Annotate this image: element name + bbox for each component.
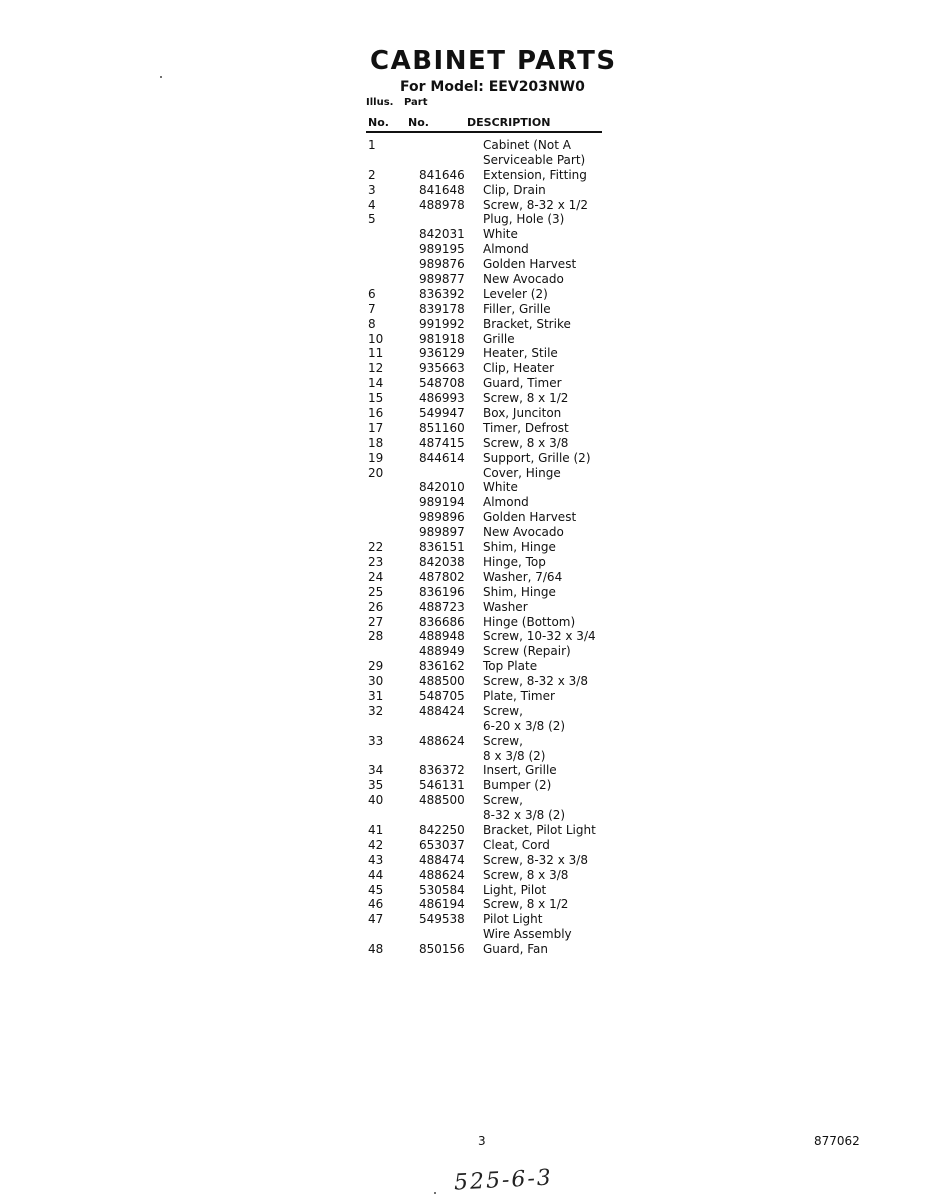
part-number: 989896: [419, 510, 465, 525]
table-row: [366, 361, 606, 376]
illus-number: 46: [368, 897, 384, 912]
part-description: Almond: [483, 242, 529, 257]
table-row: [366, 615, 606, 630]
part-description: Support, Grille (2): [483, 450, 591, 465]
table-row: [366, 451, 606, 466]
illus-number: 25: [368, 584, 384, 599]
table-row: [366, 644, 606, 659]
illus-number: 30: [368, 674, 384, 689]
part-number: 935663: [419, 361, 465, 376]
table-row: [366, 153, 606, 168]
part-description: Clip, Heater: [483, 361, 555, 376]
table-row: [366, 749, 606, 764]
illus-number: 11: [368, 346, 384, 361]
table-row: [366, 674, 606, 689]
part-number: 549947: [419, 406, 465, 421]
illus-number: 40: [368, 793, 384, 808]
illus-number: 35: [368, 778, 384, 793]
part-number: 842250: [419, 822, 465, 837]
illus-number: 17: [368, 420, 384, 435]
part-number: 851160: [419, 420, 465, 435]
table-row: [366, 763, 606, 778]
part-description: Screw, 8-32 x 3/8: [483, 674, 588, 689]
part-number: 850156: [419, 942, 465, 957]
part-description: Almond: [483, 495, 529, 510]
part-number: 836372: [419, 763, 465, 778]
table-row: [366, 287, 606, 302]
header-illus-no: No.: [368, 116, 389, 129]
table-row: [366, 421, 606, 436]
illus-number: 27: [368, 614, 384, 629]
part-number: 486194: [419, 897, 465, 912]
part-description: Screw, 8 x 3/8: [483, 867, 569, 882]
part-number: 989194: [419, 495, 465, 510]
illus-number: 26: [368, 599, 384, 614]
table-row: [366, 525, 606, 540]
part-description: Extension, Fitting: [483, 167, 587, 182]
table-row: [366, 853, 606, 868]
illus-number: 19: [368, 450, 384, 465]
part-description: Screw,: [483, 733, 523, 748]
illus-number: 10: [368, 331, 384, 346]
model-line: For Model: EEV203NW0: [400, 79, 585, 95]
part-number: 488424: [419, 703, 465, 718]
part-description: Clip, Drain: [483, 182, 546, 197]
part-number: 546131: [419, 778, 465, 793]
part-number: 836686: [419, 614, 465, 629]
part-description: Heater, Stile: [483, 346, 558, 361]
part-number: 488500: [419, 793, 465, 808]
table-row: [366, 391, 606, 406]
part-description: Wire Assembly: [483, 927, 572, 942]
part-description: Screw,: [483, 793, 523, 808]
part-description: Guard, Timer: [483, 376, 562, 391]
table-row: [366, 868, 606, 883]
part-number: 991992: [419, 316, 465, 331]
illus-number: 28: [368, 629, 384, 644]
scan-speck: [434, 1192, 436, 1194]
table-row: [366, 585, 606, 600]
part-number: 989877: [419, 272, 465, 287]
header-rule: [366, 131, 602, 133]
illus-number: 33: [368, 733, 384, 748]
part-number: 488978: [419, 197, 465, 212]
part-description: 8-32 x 3/8 (2): [483, 808, 566, 823]
part-description: Plug, Hole (3): [483, 212, 565, 227]
illus-number: 24: [368, 569, 384, 584]
scan-speck: [160, 76, 162, 78]
illus-number: 42: [368, 837, 384, 852]
table-row: [366, 912, 606, 927]
part-number: 841646: [419, 167, 465, 182]
part-number: 981918: [419, 331, 465, 346]
part-description: Bracket, Pilot Light: [483, 822, 596, 837]
illus-number: 48: [368, 942, 384, 957]
part-description: Pilot Light: [483, 912, 543, 927]
part-description: Cleat, Cord: [483, 837, 550, 852]
illus-number: 4: [368, 197, 376, 212]
illus-number: 44: [368, 867, 384, 882]
illus-number: 43: [368, 852, 384, 867]
header-illus-top: Illus.: [366, 97, 394, 108]
part-number: 836162: [419, 659, 465, 674]
part-description: Light, Pilot: [483, 882, 547, 897]
illus-number: 45: [368, 882, 384, 897]
part-number: 488949: [419, 644, 465, 659]
illus-number: 34: [368, 763, 384, 778]
table-row: [366, 227, 606, 242]
table-row: [366, 942, 606, 957]
illus-number: 15: [368, 391, 384, 406]
part-description: Screw (Repair): [483, 644, 571, 659]
illus-number: 41: [368, 822, 384, 837]
table-row: [366, 734, 606, 749]
parts-table: [366, 138, 606, 957]
illus-number: 14: [368, 376, 384, 391]
part-description: 6-20 x 3/8 (2): [483, 718, 566, 733]
part-description: Plate, Timer: [483, 688, 555, 703]
part-number: 549538: [419, 912, 465, 927]
header-description: DESCRIPTION: [467, 116, 551, 129]
table-row: [366, 272, 606, 287]
table-row: [366, 600, 606, 615]
part-number: 841648: [419, 182, 465, 197]
page-number: 3: [478, 1134, 486, 1148]
part-description: 8 x 3/8 (2): [483, 748, 546, 763]
handwritten-note: 525-6-3: [453, 1165, 554, 1196]
part-number: 836196: [419, 584, 465, 599]
table-row: [366, 510, 606, 525]
illus-number: 29: [368, 659, 384, 674]
part-description: Grille: [483, 331, 515, 346]
illus-number: 16: [368, 406, 384, 421]
part-description: Guard, Fan: [483, 942, 548, 957]
part-description: Screw, 8 x 1/2: [483, 391, 569, 406]
part-number: 486993: [419, 391, 465, 406]
illus-number: 3: [368, 182, 376, 197]
page-title: CABINET PARTS: [370, 46, 617, 76]
illus-number: 5: [368, 212, 376, 227]
table-row: [366, 897, 606, 912]
part-description: Golden Harvest: [483, 257, 577, 272]
table-row: [366, 704, 606, 719]
illus-number: 32: [368, 703, 384, 718]
part-description: White: [483, 480, 518, 495]
table-row: [366, 629, 606, 644]
table-row: [366, 808, 606, 823]
table-row: [366, 183, 606, 198]
part-description: Hinge, Top: [483, 554, 546, 569]
part-description: Shim, Hinge: [483, 584, 556, 599]
part-number: 548708: [419, 376, 465, 391]
part-description: Screw, 8-32 x 3/8: [483, 852, 588, 867]
part-description: Screw,: [483, 703, 523, 718]
table-row: [366, 257, 606, 272]
table-row: [366, 838, 606, 853]
part-number: 836392: [419, 286, 465, 301]
table-row: [366, 927, 606, 942]
illus-number: 18: [368, 435, 384, 450]
table-row: [366, 346, 606, 361]
header-part-no: No.: [408, 116, 429, 129]
part-number: 488624: [419, 867, 465, 882]
table-row: [366, 719, 606, 734]
part-number: 844614: [419, 450, 465, 465]
table-row: [366, 302, 606, 317]
part-number: 488948: [419, 629, 465, 644]
illus-number: 1: [368, 138, 376, 152]
table-row: [366, 168, 606, 183]
part-number: 936129: [419, 346, 465, 361]
part-number: 836151: [419, 540, 465, 555]
part-number: 488500: [419, 674, 465, 689]
part-number: 530584: [419, 882, 465, 897]
part-number: 488474: [419, 852, 465, 867]
part-description: Screw, 8-32 x 1/2: [483, 197, 588, 212]
table-row: [366, 570, 606, 585]
part-number: 989195: [419, 242, 465, 257]
part-description: Leveler (2): [483, 286, 548, 301]
part-description: Washer, 7/64: [483, 569, 563, 584]
part-number: 548705: [419, 688, 465, 703]
part-number: 653037: [419, 837, 465, 852]
illus-number: 12: [368, 361, 384, 376]
table-row: [366, 317, 606, 332]
illus-number: 2: [368, 167, 376, 182]
part-description: Screw, 10-32 x 3/4: [483, 629, 596, 644]
part-description: White: [483, 227, 518, 242]
part-number: 842010: [419, 480, 465, 495]
part-number: 989897: [419, 525, 465, 540]
illus-number: 23: [368, 554, 384, 569]
part-description: Bumper (2): [483, 778, 552, 793]
table-row: [366, 436, 606, 451]
part-description: New Avocado: [483, 272, 564, 287]
part-number: 839178: [419, 301, 465, 316]
part-number: 842031: [419, 227, 465, 242]
part-description: Washer: [483, 599, 528, 614]
table-row: [366, 823, 606, 838]
illus-number: 20: [368, 465, 384, 480]
part-description: Filler, Grille: [483, 301, 551, 316]
part-description: Shim, Hinge: [483, 540, 556, 555]
part-number: 842038: [419, 554, 465, 569]
table-row: [366, 242, 606, 257]
table-row: [366, 212, 606, 227]
illus-number: 8: [368, 316, 376, 331]
table-row: [366, 406, 606, 421]
illus-number: 47: [368, 912, 384, 927]
part-description: Screw, 8 x 1/2: [483, 897, 569, 912]
table-row: [366, 883, 606, 898]
table-row: [366, 689, 606, 704]
header-part-top: Part: [404, 97, 428, 108]
illus-number: 7: [368, 301, 376, 316]
table-row: [366, 480, 606, 495]
part-number: 488723: [419, 599, 465, 614]
part-description: Golden Harvest: [483, 510, 577, 525]
part-description: Serviceable Part): [483, 152, 586, 167]
part-description: Insert, Grille: [483, 763, 557, 778]
table-row: [366, 138, 606, 153]
part-description: Timer, Defrost: [483, 420, 569, 435]
part-number: 989876: [419, 257, 465, 272]
part-description: New Avocado: [483, 525, 564, 540]
table-row: [366, 198, 606, 213]
doc-number: 877062: [814, 1134, 860, 1148]
illus-number: 31: [368, 688, 384, 703]
part-number: 488624: [419, 733, 465, 748]
part-description: Box, Junciton: [483, 406, 562, 421]
part-number: 487802: [419, 569, 465, 584]
table-row: [366, 332, 606, 347]
table-row: [366, 659, 606, 674]
table-row: [366, 555, 606, 570]
table-row: [366, 793, 606, 808]
part-description: Bracket, Strike: [483, 316, 571, 331]
illus-number: 22: [368, 540, 384, 555]
table-row: [366, 466, 606, 481]
part-description: Top Plate: [483, 659, 538, 674]
part-description: Screw, 8 x 3/8: [483, 435, 569, 450]
table-row: [366, 778, 606, 793]
table-row: [366, 376, 606, 391]
part-description: Cover, Hinge: [483, 465, 561, 480]
table-row: [366, 540, 606, 555]
table-row: [366, 495, 606, 510]
part-number: 487415: [419, 435, 465, 450]
illus-number: 6: [368, 286, 376, 301]
part-description: Cabinet (Not A: [483, 138, 571, 152]
part-description: Hinge (Bottom): [483, 614, 576, 629]
